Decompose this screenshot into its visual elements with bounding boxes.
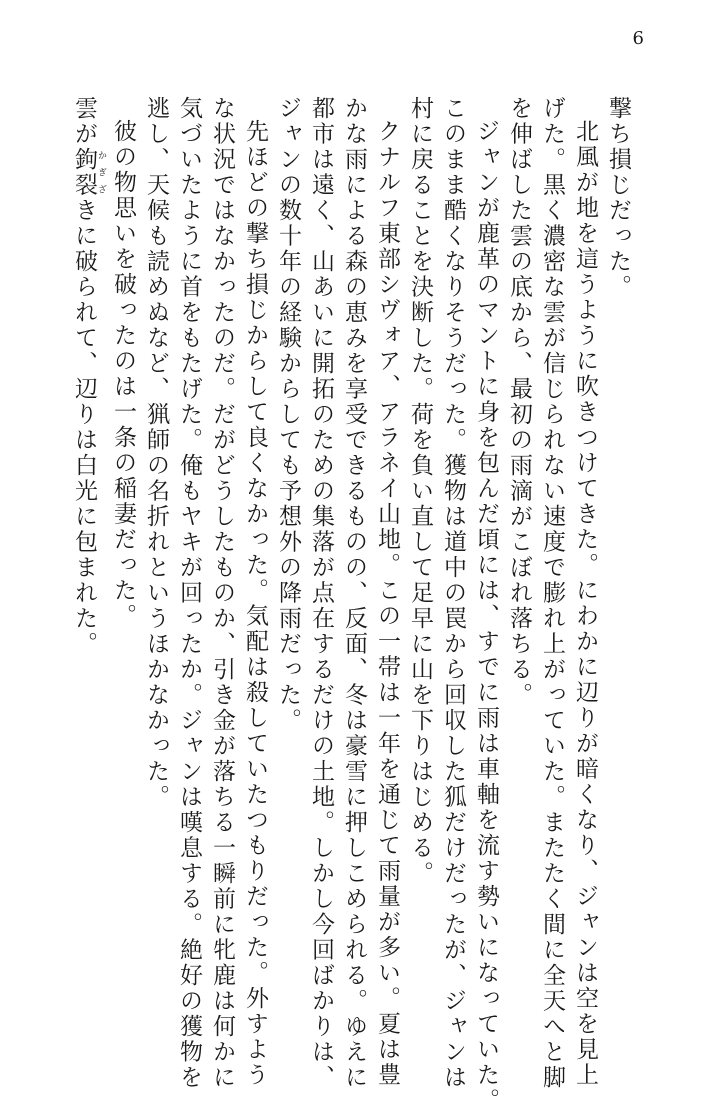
text-line: かな雨による森の恵みを享受できるものの、反面、冬は豪雪に押しこめられる。ゆえに bbox=[341, 96, 367, 1091]
text-line: げた。黒く濃密な雲が信じられない速度で膨れ上がっていた。またたく間に全天へと脚 bbox=[539, 96, 565, 1091]
text-line: ジャンの数十年の経験からしても予想外の降雨だった。 bbox=[275, 96, 301, 734]
text-line: ジャンが鹿革のマントに身を包んだ頃には、すでに雨は車軸を流す勢いになっていた。 bbox=[473, 119, 499, 1114]
ruby-base: 鉤裂 bbox=[71, 147, 97, 198]
last-line-after: きに破られて、辺りは白光に包まれた。 bbox=[71, 198, 97, 657]
text-line: 先ほどの撃ち損じからして良くなかった。気配は殺していたつもりだった。外すよう bbox=[242, 119, 268, 1088]
text-line: 彼の物思いを破ったのは一条の稲妻だった。 bbox=[110, 119, 136, 629]
page-number: 6 bbox=[632, 28, 644, 49]
text-line: を伸ばした雲の底から、最初の雨滴がこぼれ落ちる。 bbox=[506, 96, 532, 708]
text-line: 北風が地を這うように吹きつけてきた。にわかに辺りが暗くなり、ジャンは空を見上 bbox=[572, 119, 598, 1088]
text-line: な状況ではなかったのだ。だがどうしたものか、引き金が落ちる一瞬前に牝鹿は何かに bbox=[209, 96, 235, 1091]
body-text bbox=[67, 96, 634, 1114]
last-line-before: 雲が bbox=[71, 96, 97, 147]
text-line: 逃し、天候も読めぬなど、猟師の名折れというほかなかった。 bbox=[143, 96, 169, 810]
text-line: 撃ち損じだった。 bbox=[605, 96, 631, 300]
text-line: このまま酷くなりそうだった。獲物は道中の罠から回収した狐だけだったが、ジャンは bbox=[440, 96, 466, 1091]
text-line-last bbox=[67, 96, 106, 996]
text-line: 村に戻ることを決断した。荷を負い直して足早に山を下りはじめる。 bbox=[407, 96, 433, 887]
ruby-word bbox=[71, 147, 106, 198]
ruby-reading: かぎざ bbox=[96, 147, 106, 198]
text-line: 都市は遠く、山あいに開拓のための集落が点在するだけの土地。しかし今回ばかりは、 bbox=[308, 96, 334, 1091]
text-line: 気づいたように首をもたげた。俺もヤキが回ったか。ジャンは嘆息する。絶好の獲物を bbox=[176, 96, 202, 1091]
text-line: クナルフ東部シヴォア、アラネイ山地。この一帯は一年を通じて雨量が多い。夏は豊 bbox=[374, 119, 400, 1088]
